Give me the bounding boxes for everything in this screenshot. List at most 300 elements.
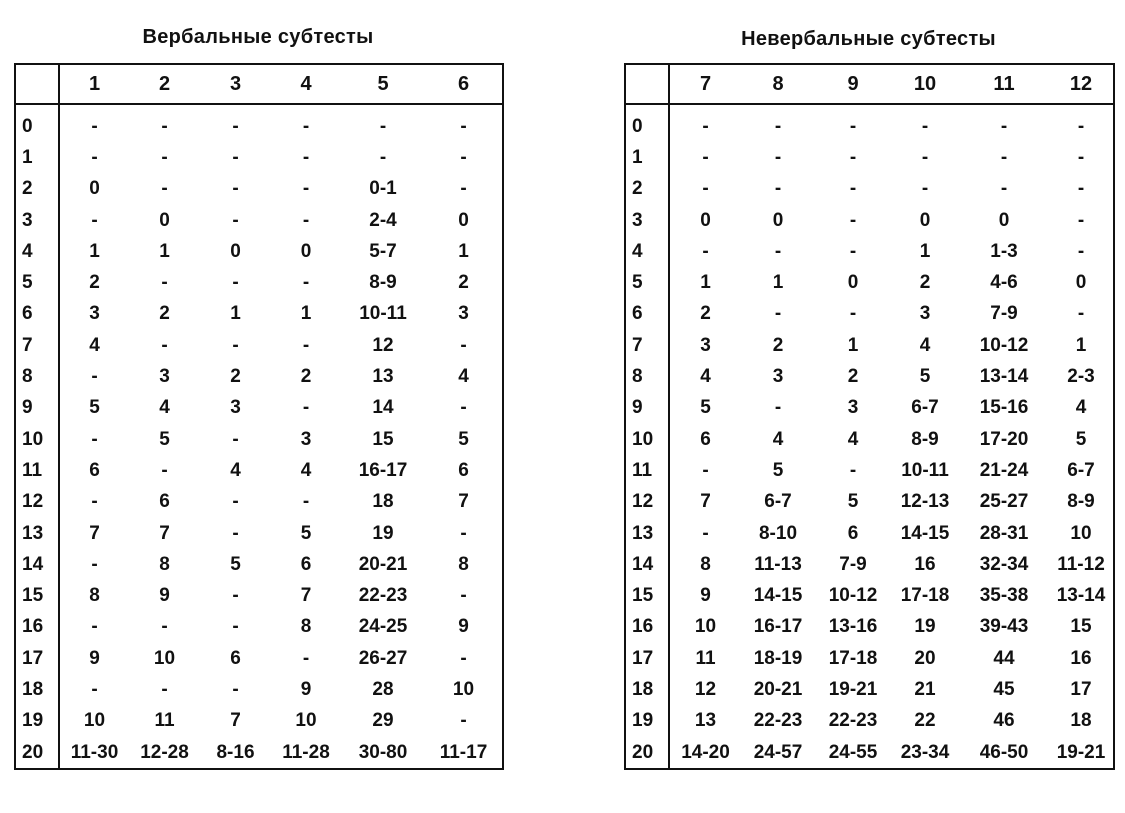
table-cell: -: [161, 459, 168, 481]
table-cell: -: [1000, 178, 1008, 200]
table-cell: 2: [847, 366, 859, 388]
table-cell: 5: [1075, 428, 1087, 450]
table-cell: 6: [300, 553, 312, 575]
row-label: 3: [625, 205, 669, 236]
table-cell: -: [232, 585, 239, 607]
column-header-5: 5: [341, 64, 425, 104]
table-row: [15, 330, 503, 361]
table-cell: 0: [700, 209, 711, 231]
table-cell: 5: [159, 428, 170, 450]
table-cell: -: [302, 491, 310, 513]
table-cell: 1: [89, 240, 100, 262]
table-cell: 1: [847, 334, 859, 356]
table-cell: -: [302, 178, 310, 200]
table-cell: 1: [458, 240, 469, 262]
table-cell: 21-24: [979, 459, 1029, 481]
table-cell: 4: [919, 334, 931, 356]
table-cell: 0: [998, 209, 1010, 231]
table-row: [625, 205, 1114, 236]
table-cell: -: [91, 428, 98, 450]
row-label: 13: [625, 518, 669, 549]
table-cell: -: [161, 178, 168, 200]
table-cell: 18: [372, 491, 394, 513]
table-cell: 6-7: [911, 397, 939, 419]
table-cell: 19: [372, 522, 394, 544]
table-cell: -: [460, 146, 467, 168]
table-cell: 9: [89, 647, 100, 669]
table-cell: -: [702, 146, 709, 168]
table-cell: 0: [89, 178, 100, 200]
table-row: [625, 455, 1114, 486]
table-row: [625, 706, 1114, 737]
table-cell: 0-1: [369, 178, 397, 200]
table-cell: 16: [1070, 647, 1092, 669]
table-row: [15, 674, 503, 705]
table-cell: 8-9: [369, 272, 397, 294]
table-cell: -: [161, 146, 168, 168]
row-label: 11: [625, 455, 669, 486]
table-row: [625, 299, 1114, 330]
table-cell: 11-17: [439, 741, 488, 763]
table-cell: 8-16: [216, 741, 255, 763]
table-cell: 22: [914, 710, 936, 732]
table-cell: 11: [695, 647, 716, 669]
table-cell: 13: [372, 366, 394, 388]
table-cell: -: [232, 616, 239, 638]
table-cell: -: [849, 146, 857, 168]
table-cell: 7-9: [990, 303, 1018, 325]
table-cell: 12-13: [900, 491, 950, 513]
table-cell: 3: [700, 334, 711, 356]
table-cell: 14-15: [753, 585, 803, 607]
table-cell: -: [232, 678, 239, 700]
row-label: 13: [15, 518, 59, 549]
table-row: [15, 299, 503, 330]
table-cell: -: [702, 178, 709, 200]
table-cell: 22-23: [753, 710, 803, 732]
table-cell: 3: [159, 366, 170, 388]
table-cell: 7-9: [839, 553, 867, 575]
table-cell: -: [702, 522, 709, 544]
table-row: [625, 487, 1114, 518]
table-row: [15, 518, 503, 549]
table-row: [15, 643, 503, 674]
table-cell: 13: [694, 710, 717, 732]
row-label: 6: [625, 299, 669, 330]
table-cell: 4: [1075, 397, 1087, 419]
table-cell: 7: [300, 585, 312, 607]
table-cell: 2: [300, 366, 312, 388]
table-cell: 22-23: [358, 585, 408, 607]
table-cell: 10-12: [828, 585, 878, 607]
table-row: [15, 267, 503, 298]
table-cell: 0: [772, 209, 784, 231]
table-row: [15, 487, 503, 518]
table-cell: 15: [372, 428, 394, 450]
table-cell: -: [1077, 146, 1085, 168]
table-cell: -: [460, 710, 467, 732]
table-cell: -: [379, 146, 387, 168]
row-label: 4: [15, 236, 59, 267]
table-cell: 11-12: [1057, 553, 1105, 575]
table-cell: 22-23: [828, 710, 878, 732]
row-label: 10: [15, 424, 59, 455]
table-cell: 19-21: [1056, 741, 1106, 763]
table-cell: 0: [1075, 272, 1087, 294]
table-cell: 10: [452, 678, 475, 700]
table-cell: -: [161, 616, 168, 638]
table-row: [15, 104, 503, 142]
table-cell: 6: [89, 459, 100, 481]
table-cell: 7: [230, 710, 241, 732]
table-cell: 17-20: [979, 428, 1029, 450]
row-label: 0: [625, 104, 669, 142]
table-row: [625, 737, 1114, 769]
table-cell: -: [849, 459, 857, 481]
table-cell: 28-31: [979, 522, 1029, 544]
table-cell: -: [460, 647, 467, 669]
row-label: 16: [15, 612, 59, 643]
row-label: 16: [625, 612, 669, 643]
table-row: [625, 104, 1114, 142]
table-cell: -: [91, 616, 98, 638]
table-cell: 16-17: [753, 616, 803, 638]
table-cell: 23-34: [900, 741, 950, 763]
table-row: [625, 674, 1114, 705]
table-cell: 29: [372, 710, 394, 732]
table-cell: -: [1077, 240, 1085, 262]
verbal-score-table: [14, 63, 504, 770]
row-label: 15: [15, 580, 59, 611]
table-row: [15, 455, 503, 486]
table-cell: -: [91, 209, 98, 231]
column-header-9: 9: [815, 64, 891, 104]
row-label: 19: [625, 706, 669, 737]
table-cell: 19-21: [828, 678, 878, 700]
table-cell: 6: [230, 647, 241, 669]
table-cell: 10-11: [359, 303, 407, 325]
table-cell: 9: [700, 585, 711, 607]
table-cell: 16-17: [358, 459, 408, 481]
table-cell: -: [702, 115, 709, 137]
table-cell: 5: [458, 428, 469, 450]
table-cell: -: [302, 209, 310, 231]
table-header-row: [15, 64, 503, 104]
table-cell: 1: [1075, 334, 1087, 356]
table-cell: -: [849, 178, 857, 200]
table-cell: -: [91, 553, 98, 575]
table-cell: 13-16: [828, 616, 878, 638]
table-cell: 2: [159, 303, 170, 325]
table-cell: 9: [458, 616, 469, 638]
table-cell: -: [774, 178, 782, 200]
nonverbal-subtests-title: Невербальные субтесты: [741, 28, 996, 50]
table-cell: -: [302, 397, 310, 419]
row-label: 12: [15, 487, 59, 518]
table-cell: 10: [1070, 522, 1092, 544]
table-cell: -: [91, 491, 98, 513]
row-label: 3: [15, 205, 59, 236]
table-cell: 21: [914, 678, 936, 700]
table-cell: -: [460, 522, 467, 544]
column-header-6: 6: [425, 64, 503, 104]
row-label: 8: [15, 361, 59, 392]
table-row: [625, 267, 1114, 298]
row-label: 7: [15, 330, 59, 361]
row-label: 11: [15, 455, 59, 486]
row-label: 6: [15, 299, 59, 330]
table-cell: -: [1077, 209, 1085, 231]
table-cell: 24-55: [828, 741, 878, 763]
table-cell: 6-7: [764, 491, 792, 513]
table-cell: 1: [159, 240, 170, 262]
table-cell: 9: [159, 585, 170, 607]
table-cell: -: [774, 146, 782, 168]
row-label: 17: [15, 643, 59, 674]
row-label: 9: [625, 393, 669, 424]
table-cell: 39-43: [979, 616, 1029, 638]
table-row: [625, 330, 1114, 361]
table-cell: 15: [1070, 616, 1092, 638]
table-cell: 10-11: [901, 459, 949, 481]
table-cell: 45: [993, 678, 1015, 700]
table-cell: 6: [700, 428, 711, 450]
table-cell: 9: [300, 678, 312, 700]
table-cell: -: [232, 428, 239, 450]
table-cell: 4: [847, 428, 859, 450]
table-cell: 4: [458, 366, 469, 388]
table-cell: 2: [230, 366, 241, 388]
row-label: 20: [15, 737, 59, 769]
table-cell: 32-34: [979, 553, 1029, 575]
table-cell: 19: [914, 616, 936, 638]
table-cell: 35-38: [979, 585, 1029, 607]
table-cell: -: [774, 397, 782, 419]
column-header-4: 4: [271, 64, 341, 104]
table-cell: 4: [89, 334, 100, 356]
table-cell: -: [1077, 178, 1085, 200]
table-row: [15, 361, 503, 392]
row-label: 4: [625, 236, 669, 267]
table-cell: -: [702, 240, 709, 262]
table-cell: 0: [847, 272, 859, 294]
table-row: [625, 142, 1114, 173]
table-cell: -: [232, 115, 239, 137]
table-cell: 3: [89, 303, 100, 325]
row-label: 17: [625, 643, 669, 674]
row-label: 15: [625, 580, 669, 611]
table-cell: 1: [772, 272, 784, 294]
table-cell: -: [91, 678, 98, 700]
table-cell: 10-12: [979, 334, 1029, 356]
table-cell: 2: [772, 334, 784, 356]
table-cell: 2: [458, 272, 469, 294]
table-cell: -: [460, 585, 467, 607]
column-header-12: 12: [1049, 64, 1114, 104]
row-label: 20: [625, 737, 669, 769]
table-row: [15, 205, 503, 236]
table-cell: -: [232, 178, 239, 200]
table-cell: 26-27: [358, 647, 408, 669]
table-cell: 10: [153, 647, 176, 669]
table-cell: 5: [300, 522, 312, 544]
table-cell: 8: [89, 585, 100, 607]
row-label: 12: [625, 487, 669, 518]
table-cell: 30-80: [358, 741, 408, 763]
table-row: [625, 612, 1114, 643]
row-label: 18: [15, 674, 59, 705]
table-cell: 7: [89, 522, 100, 544]
table-row: [625, 549, 1114, 580]
row-label: 14: [15, 549, 59, 580]
table-cell: -: [1077, 303, 1085, 325]
table-cell: 6: [159, 491, 170, 513]
table-cell: 6: [458, 459, 469, 481]
table-cell: -: [774, 115, 782, 137]
table-row: [15, 174, 503, 205]
row-label: 19: [15, 706, 59, 737]
table-cell: 8: [300, 616, 312, 638]
table-cell: 8-9: [911, 428, 939, 450]
table-cell: 28: [372, 678, 394, 700]
table-cell: 8: [159, 553, 170, 575]
table-cell: -: [232, 209, 239, 231]
row-label: 5: [625, 267, 669, 298]
table-cell: 0: [300, 240, 312, 262]
table-cell: 44: [993, 647, 1015, 669]
table-cell: 7: [159, 522, 170, 544]
table-cell: -: [161, 334, 168, 356]
table-cell: 5-7: [369, 240, 397, 262]
table-cell: 1: [230, 303, 241, 325]
table-cell: -: [161, 272, 168, 294]
row-label: 18: [625, 674, 669, 705]
table-cell: 2: [89, 272, 100, 294]
table-cell: -: [232, 334, 239, 356]
table-row: [625, 580, 1114, 611]
table-cell: -: [379, 115, 387, 137]
table-cell: 2-3: [1067, 366, 1095, 388]
verbal-subtests-title: Вербальные субтесты: [142, 26, 374, 48]
table-cell: 8-9: [1067, 491, 1095, 513]
table-cell: 4: [300, 459, 312, 481]
table-cell: 15-16: [979, 397, 1029, 419]
table-cell: 18-19: [753, 647, 803, 669]
table-cell: -: [161, 115, 168, 137]
table-cell: 3: [772, 366, 784, 388]
table-cell: 4: [159, 397, 170, 419]
table-cell: -: [302, 334, 310, 356]
table-row: [625, 518, 1114, 549]
table-cell: -: [849, 240, 857, 262]
header-corner-cell: [625, 64, 669, 104]
column-header-7: 7: [669, 64, 741, 104]
table-cell: -: [232, 522, 239, 544]
table-cell: -: [232, 146, 239, 168]
table-cell: -: [849, 209, 857, 231]
table-cell: -: [849, 115, 857, 137]
table-cell: 13-14: [979, 366, 1029, 388]
table-cell: 11-30: [70, 741, 119, 763]
table-row: [15, 706, 503, 737]
row-label: 1: [625, 142, 669, 173]
table-cell: 4: [772, 428, 784, 450]
table-cell: 17-18: [828, 647, 878, 669]
row-label: 1: [15, 142, 59, 173]
table-row: [625, 236, 1114, 267]
table-cell: 1: [700, 272, 711, 294]
table-cell: 5: [847, 491, 859, 513]
nonverbal-score-table: [624, 63, 1115, 770]
table-cell: -: [460, 334, 467, 356]
table-cell: 1: [300, 303, 312, 325]
table-row: [15, 612, 503, 643]
table-cell: 2: [919, 272, 931, 294]
row-label: 2: [625, 174, 669, 205]
header-corner-cell: [15, 64, 59, 104]
table-row: [625, 174, 1114, 205]
table-cell: 3: [458, 303, 469, 325]
column-header-3: 3: [200, 64, 271, 104]
table-cell: 3: [847, 397, 859, 419]
table-cell: 46: [993, 710, 1015, 732]
table-cell: 12: [372, 334, 394, 356]
table-cell: 18: [1070, 710, 1092, 732]
column-header-1: 1: [59, 64, 129, 104]
table-cell: 20: [914, 647, 936, 669]
table-cell: 0: [159, 209, 170, 231]
table-cell: -: [302, 146, 310, 168]
table-cell: 14-15: [900, 522, 950, 544]
table-cell: 0: [919, 209, 931, 231]
table-row: [625, 424, 1114, 455]
table-row: [15, 424, 503, 455]
table-row: [15, 580, 503, 611]
table-row: [15, 393, 503, 424]
table-cell: 3: [230, 397, 241, 419]
table-cell: 11-13: [754, 553, 802, 575]
table-cell: -: [702, 459, 709, 481]
table-cell: 10: [694, 616, 717, 638]
table-cell: -: [1077, 115, 1085, 137]
table-cell: 5: [919, 366, 931, 388]
table-cell: -: [921, 146, 929, 168]
table-cell: 0: [230, 240, 241, 262]
table-header-row: [625, 64, 1114, 104]
table-cell: 16: [914, 553, 936, 575]
table-cell: 8: [700, 553, 711, 575]
table-cell: 0: [458, 209, 469, 231]
table-cell: 6-7: [1067, 459, 1095, 481]
row-label: 9: [15, 393, 59, 424]
table-cell: 10: [83, 710, 106, 732]
column-header-10: 10: [891, 64, 959, 104]
table-row: [625, 361, 1114, 392]
table-cell: 24-25: [358, 616, 408, 638]
table-cell: 6: [847, 522, 859, 544]
table-cell: -: [774, 303, 782, 325]
table-cell: 1-3: [990, 240, 1018, 262]
row-label: 10: [625, 424, 669, 455]
table-cell: -: [1000, 115, 1008, 137]
table-cell: 4: [700, 366, 711, 388]
table-cell: -: [161, 678, 168, 700]
table-cell: 11: [154, 710, 175, 732]
row-label: 2: [15, 174, 59, 205]
table-cell: 3: [919, 303, 931, 325]
table-cell: 20-21: [753, 678, 803, 700]
table-cell: -: [302, 647, 310, 669]
